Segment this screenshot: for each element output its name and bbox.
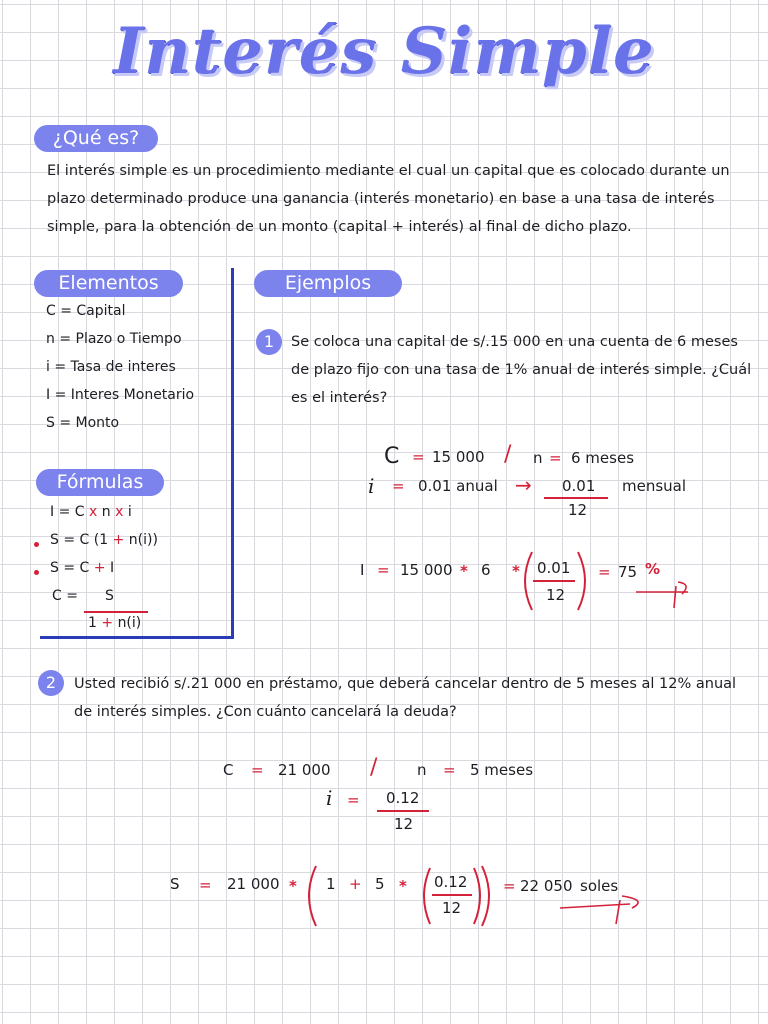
example-line: de plazo fijo con una tasa de 1% anual de interés simple. ¿Cuál xyxy=(291,362,752,378)
result-interes: 75 xyxy=(618,563,638,581)
formula-capital-den xyxy=(88,615,141,631)
equals-sign: = xyxy=(251,761,264,779)
elemento-tasa: i = Tasa de interes xyxy=(46,359,176,375)
value-15000: 15 000 xyxy=(400,561,453,579)
que-es-line: El interés simple es un procedimiento mediante el cual un capital que es colocado durante un xyxy=(47,163,730,179)
frac-den: 12 xyxy=(442,899,462,917)
example-number-2: 2 xyxy=(38,670,64,696)
result-monto: 22 050 xyxy=(520,877,573,895)
formulas-heading: Fórmulas xyxy=(36,469,164,496)
equals-sign: = xyxy=(598,563,611,581)
var-S: S xyxy=(170,875,180,893)
equals-sign: = xyxy=(443,761,456,779)
slash-separator: / xyxy=(370,755,378,780)
example-line: Usted recibió s/.21 000 en préstamo, que deberá cancelar dentro de 5 meses al 12% anual xyxy=(74,676,737,692)
fraction-bar xyxy=(377,810,429,812)
example-line: de interés simples. ¿Con cuánto cancelará la deuda? xyxy=(74,704,457,720)
elementos-list xyxy=(46,297,194,437)
value-i: 0.01 anual xyxy=(418,477,498,495)
value-21000: 21 000 xyxy=(227,875,280,893)
elemento-plazo: n = Plazo o Tiempo xyxy=(46,331,182,347)
formula-part: I xyxy=(109,560,115,576)
example-2-statement xyxy=(74,670,764,726)
equals-sign: = xyxy=(503,877,516,895)
var-i: i xyxy=(368,474,375,498)
page-title: Interés Simple xyxy=(113,14,655,89)
outer-parenthesis xyxy=(302,862,502,930)
formula-part: n(i)) xyxy=(128,532,158,548)
value-5: 5 xyxy=(375,875,385,893)
example-1-statement xyxy=(291,328,761,412)
underline-flourish xyxy=(556,892,656,928)
que-es-line: plazo determinado produce una ganancia (interés monetario) en base a una tasa de interés xyxy=(47,191,715,207)
frac-den: 12 xyxy=(546,586,566,604)
flourish-stroke xyxy=(560,896,638,924)
equals-sign: = xyxy=(347,791,360,809)
fraction-bar xyxy=(544,497,608,499)
left-paren xyxy=(309,866,316,926)
right-paren xyxy=(482,866,489,926)
fraction-bar xyxy=(432,894,472,896)
plus-sign: + xyxy=(93,560,106,576)
formula-part: 1 xyxy=(88,615,97,631)
fraction-bar xyxy=(533,580,575,582)
plus-sign: + xyxy=(349,875,362,893)
plus-sign: + xyxy=(101,615,114,631)
formula-part: n xyxy=(101,504,111,520)
times-sign: x xyxy=(115,504,124,520)
horizontal-divider xyxy=(40,636,234,639)
formula-monto-2 xyxy=(50,560,114,576)
equals-sign: = xyxy=(412,448,425,466)
plus-sign: + xyxy=(112,532,125,548)
elemento-monto: S = Monto xyxy=(46,415,120,431)
mensual-label: mensual xyxy=(622,477,687,495)
right-paren xyxy=(578,552,585,610)
frac-num: 0.01 xyxy=(562,477,596,495)
example-line: Se coloca una capital de s/.15 000 en una cuenta de 6 meses xyxy=(291,334,738,350)
var-C: C xyxy=(223,761,234,779)
frac-num: 0.12 xyxy=(434,873,468,891)
vertical-divider xyxy=(231,268,234,638)
formula-interes xyxy=(50,504,132,520)
formula-part: S = C xyxy=(50,560,90,576)
frac-num: 0.12 xyxy=(386,789,420,807)
value-C: 15 000 xyxy=(432,448,485,466)
multiply-sign: * xyxy=(460,562,468,580)
inner-right-paren xyxy=(474,868,480,924)
equals-sign: = xyxy=(199,876,212,894)
value-C: 21 000 xyxy=(278,761,331,779)
bullet-dot xyxy=(34,570,39,575)
frac-den: 12 xyxy=(394,815,414,833)
ejemplos-heading: Ejemplos xyxy=(254,270,402,297)
frac-den: 12 xyxy=(568,501,588,519)
elemento-capital: C = Capital xyxy=(46,303,126,319)
left-paren xyxy=(525,552,532,610)
que-es-line: simple, para la obtención de un monto (capital + interés) al final de dicho plazo. xyxy=(47,219,632,235)
formula-part: n(i) xyxy=(117,615,142,631)
formula-monto-1 xyxy=(50,532,158,548)
que-es-heading: ¿Qué es? xyxy=(34,125,158,152)
equals-sign: = xyxy=(549,449,562,467)
formula-part: i xyxy=(127,504,132,520)
bullet-dot xyxy=(34,542,39,547)
elemento-interes: I = Interes Monetario xyxy=(46,387,195,403)
value-n: 6 meses xyxy=(571,449,635,467)
example-line: es el interés? xyxy=(291,390,388,406)
multiply-sign: * xyxy=(399,877,407,895)
times-sign: x xyxy=(89,504,98,520)
equals-sign: = xyxy=(392,477,405,495)
var-n: n xyxy=(533,449,543,467)
value-1: 1 xyxy=(326,875,336,893)
fraction-bar xyxy=(84,611,148,613)
underline-flourish xyxy=(630,578,700,612)
value-6: 6 xyxy=(481,561,491,579)
percent-sign: % xyxy=(645,560,661,578)
var-I: I xyxy=(360,561,365,579)
formula-capital-lhs: C = xyxy=(52,588,78,604)
equals-sign: = xyxy=(377,561,390,579)
formula-capital-num: S xyxy=(105,588,114,604)
flourish-stroke xyxy=(636,582,688,608)
formula-part: S = C (1 xyxy=(50,532,109,548)
que-es-paragraph xyxy=(47,157,767,241)
soles-label: soles xyxy=(580,877,619,895)
slash-separator: / xyxy=(504,442,512,467)
example-number-1: 1 xyxy=(256,329,282,355)
var-C: C xyxy=(384,444,400,469)
var-i: i xyxy=(326,786,333,810)
formula-part: I = C xyxy=(50,504,85,520)
multiply-sign: * xyxy=(512,562,520,580)
frac-num: 0.01 xyxy=(537,559,571,577)
value-n: 5 meses xyxy=(470,761,534,779)
elementos-heading: Elementos xyxy=(34,270,183,297)
var-n: n xyxy=(417,761,427,779)
arrow-icon: → xyxy=(515,473,532,497)
inner-left-paren xyxy=(424,868,430,924)
multiply-sign: * xyxy=(289,877,297,895)
